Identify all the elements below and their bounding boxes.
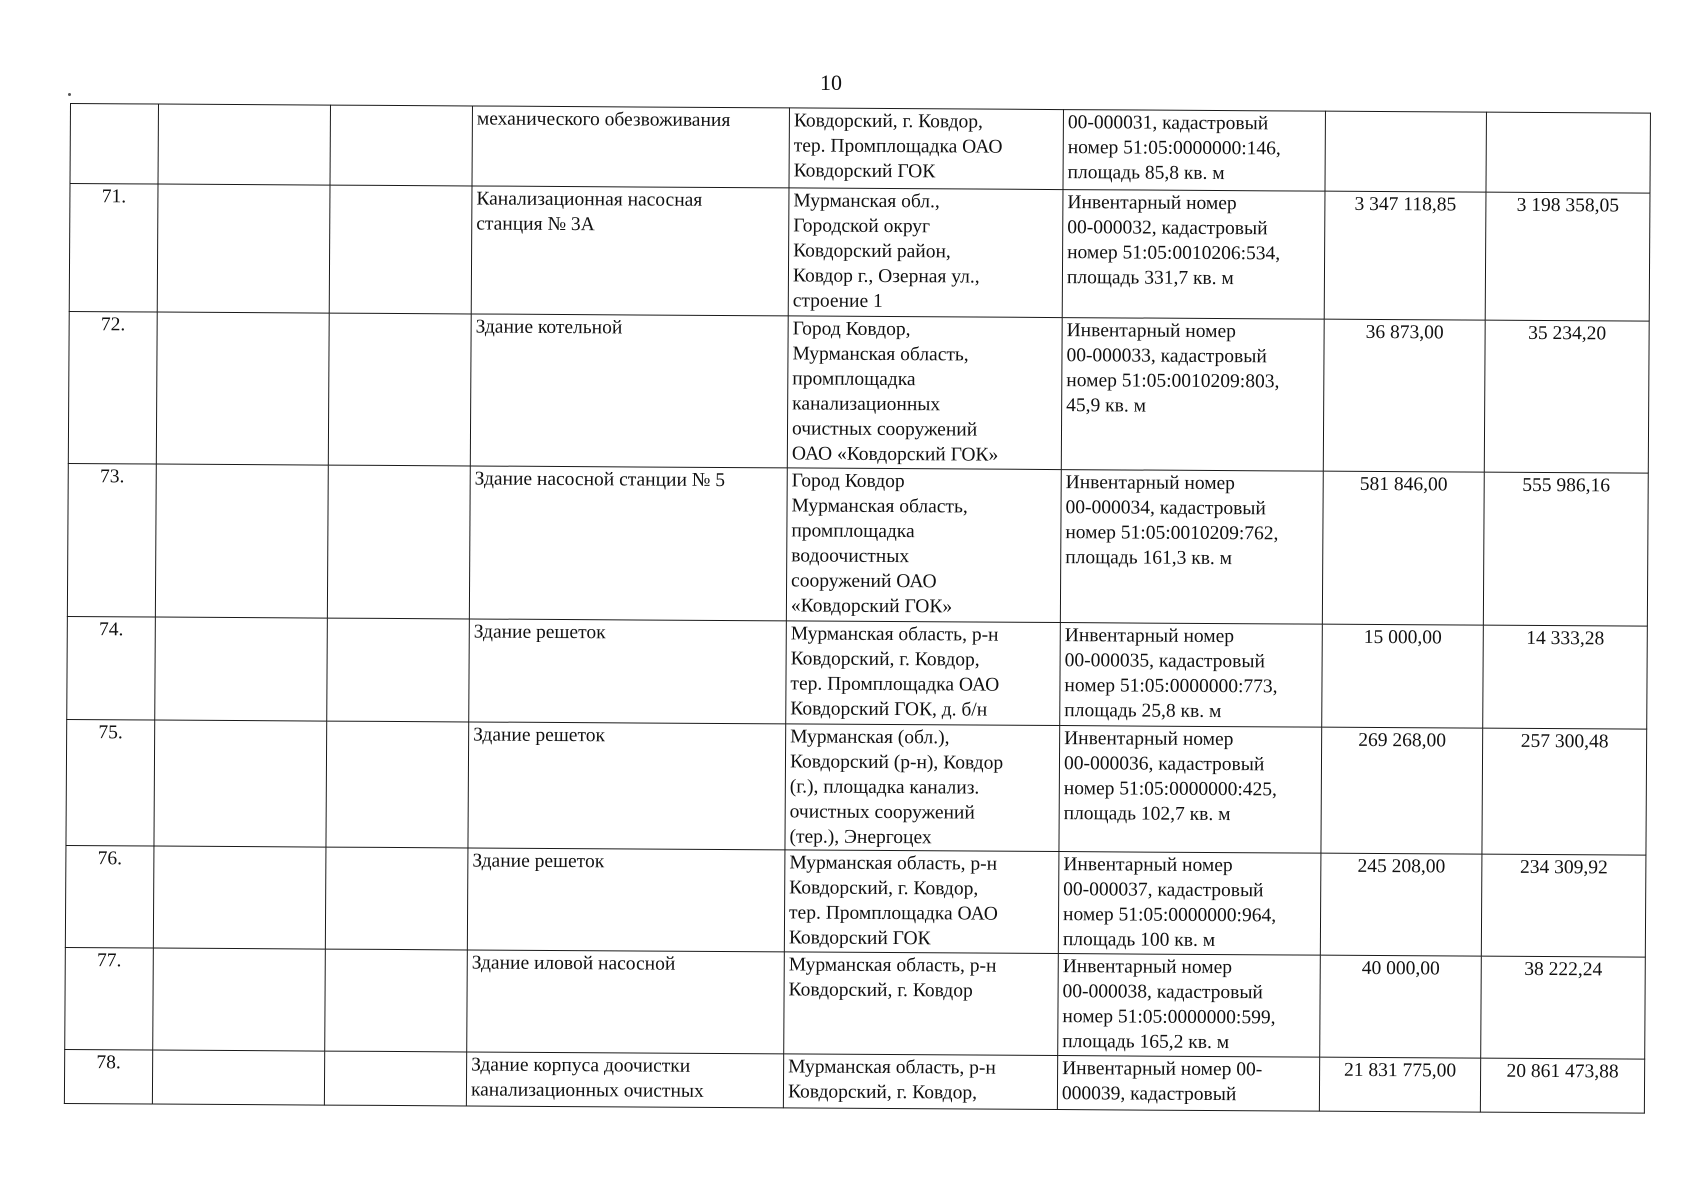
object-details (1057, 1056, 1319, 1112)
blank-cell (157, 184, 330, 313)
book-value-text: 269 268,00 (1358, 729, 1447, 752)
object-address (787, 316, 1062, 470)
residual-value (1481, 956, 1646, 1059)
blank-cell (325, 949, 468, 1052)
blank-cell (155, 617, 328, 721)
residual-value (1483, 625, 1648, 729)
object-name (471, 186, 789, 316)
book-value (1320, 955, 1482, 1058)
residual-value (1480, 1058, 1644, 1113)
object-address (786, 468, 1061, 623)
row-number-text: 71. (101, 186, 127, 208)
residual-value-text (1491, 113, 1646, 114)
object-address-text: Мурманская область, р-н Ковдорский, г. Ковдор, тер. Промплощадка ОАО Ковдорский ГОК (788, 852, 998, 950)
residual-value-text: 38 222,24 (1524, 958, 1603, 981)
object-details (1062, 190, 1325, 320)
row-number (64, 1049, 152, 1104)
residual-value (1482, 728, 1647, 855)
table-row (65, 947, 1646, 1059)
object-details (1058, 954, 1321, 1058)
object-address-text: Ковдорский, г. Ковдор, тер. Промплощадка ОАО Ковдорский ГОК (793, 110, 1003, 183)
object-details (1061, 318, 1324, 472)
row-number (65, 845, 154, 948)
object-name-text: Здание решеток (473, 724, 606, 747)
book-value (1321, 727, 1483, 854)
table-row (65, 845, 1646, 957)
book-value (1323, 319, 1485, 472)
object-name (472, 106, 789, 188)
scan-speck (68, 93, 71, 96)
row-number (69, 184, 158, 313)
object-address-text: Город Ковдор, Мурманская область, промплощадка канализационных очистных сооружений ОАО «Ковдорский ГОК» (791, 318, 999, 466)
object-address (786, 621, 1061, 726)
row-number-text: 76. (97, 848, 123, 870)
object-details (1060, 623, 1323, 728)
object-details-text: Инвентарный номер 00-000037, кадастровый номер 51:05:0000000:964, площадь 100 кв. м (1062, 854, 1277, 952)
blank-cell (330, 105, 472, 186)
row-number-text: 73. (99, 466, 125, 488)
residual-value-text: 20 861 473,88 (1506, 1060, 1619, 1083)
residual-value-text: 555 986,16 (1522, 474, 1611, 497)
row-number-text: 72. (100, 314, 126, 336)
object-details (1063, 110, 1325, 192)
object-address-text: Мурманская область, р-н Ковдорский, г. Ковдор, тер. Промплощадка ОАО Ковдорский ГОК, д. б/н (790, 623, 1000, 721)
residual-value-text: 257 300,48 (1520, 730, 1609, 753)
table-row (67, 616, 1648, 729)
object-details-text: Инвентарный номер 00-000032, кадастровый номер 51:05:0010206:534, площадь 331,7 кв. м (1066, 192, 1281, 290)
object-name (467, 950, 785, 1054)
object-details-text: Инвентарный номер 00-000035, кадастровый номер 51:05:0000000:773, площадь 25,8 кв. м (1064, 625, 1278, 723)
object-address (784, 850, 1059, 954)
blank-cell (327, 465, 470, 619)
object-name-text: Здание котельной (475, 316, 623, 339)
blank-cell (325, 847, 468, 950)
residual-value-text: 234 309,92 (1519, 856, 1608, 879)
book-value-text: 36 873,00 (1365, 321, 1444, 344)
object-name (468, 722, 786, 850)
object-name-text: Здание решеток (473, 621, 606, 644)
blank-cell (156, 312, 329, 465)
object-details-text: Инвентарный номер 00-000033, кадастровый номер 51:05:0010209:803, 45,9 кв. м (1066, 320, 1280, 417)
row-number (68, 311, 157, 464)
book-value (1324, 191, 1486, 320)
table-row (64, 1049, 1644, 1113)
object-details-text: 00-000031, кадастровый номер 51:05:0000000:146, площадь 85,8 кв. м (1067, 112, 1281, 185)
residual-value-text: 35 234,20 (1528, 322, 1607, 345)
object-address-text: Мурманская область, р-н Ковдорский, г. Ковдор (788, 954, 997, 1002)
object-details (1058, 852, 1321, 956)
object-details-text: Инвентарный номер 00-000036, кадастровый номер 51:05:0000000:425, площадь 102,7 кв. м (1063, 728, 1277, 826)
blank-cell (158, 104, 330, 185)
row-number (66, 719, 155, 846)
blank-cell (154, 720, 327, 847)
blank-cell (329, 185, 472, 314)
row-number-text: 78. (96, 1052, 121, 1074)
object-address (785, 724, 1060, 852)
row-number (67, 616, 156, 720)
residual-value (1486, 112, 1650, 193)
row-number-text: 74. (99, 619, 124, 641)
book-value-text (1330, 112, 1482, 113)
book-value (1322, 471, 1484, 625)
residual-value-text: 14 333,28 (1526, 627, 1605, 650)
object-name (469, 619, 787, 724)
book-value-text: 40 000,00 (1361, 957, 1440, 980)
table-row (66, 719, 1647, 855)
blank-cell (326, 721, 469, 848)
table-row (68, 311, 1649, 473)
object-details-text: Инвентарный номер 00-000038, кадастровый номер 51:05:0000000:599, площадь 165,2 кв. м (1062, 956, 1276, 1054)
object-name (466, 1052, 783, 1108)
book-value-text: 21 831 775,00 (1343, 1059, 1457, 1082)
object-address (788, 188, 1063, 318)
object-address (784, 952, 1059, 1056)
object-address-text: Мурманская (обл.), Ковдорский (р-н), Ковдор (г.), площадка канализ. очистных сооружений (тер.), Энергоцех (789, 726, 1004, 849)
book-value-text: 3 347 118,85 (1354, 193, 1457, 216)
object-details (1060, 470, 1323, 625)
object-name (470, 314, 788, 468)
residual-value-text: 3 198 358,05 (1516, 194, 1620, 217)
object-address (789, 108, 1063, 190)
object-name (467, 848, 785, 952)
property-registry-table (64, 103, 1651, 1114)
object-name-text: Здание корпуса доочистки канализационных очистных (470, 1054, 704, 1102)
book-value-text: 245 208,00 (1357, 855, 1446, 878)
row-number-text: 77. (97, 950, 122, 972)
book-value (1322, 624, 1484, 728)
table-row (70, 104, 1650, 194)
object-details-text: Инвентарный номер 00-000034, кадастровый номер 51:05:0010209:762, площадь 161,3 кв. м (1065, 472, 1279, 570)
row-number (70, 104, 158, 185)
book-value (1319, 1057, 1480, 1112)
object-address-text: Мурманская обл., Городской округ Ковдорский район, Ковдор г., Озерная ул., строение 1 (792, 190, 980, 312)
book-value (1325, 111, 1486, 192)
object-details (1059, 726, 1322, 854)
object-address-text: Мурманская область, р-н Ковдорский, г. Ковдор, (787, 1056, 996, 1104)
residual-value (1485, 192, 1650, 321)
row-number (65, 947, 154, 1050)
row-number-text: 75. (98, 722, 123, 744)
table-row (67, 463, 1648, 626)
blank-cell (327, 618, 470, 722)
object-address-text: Город Ковдор Мурманская область, промплощадка водоочистных сооружений ОАО «Ковдорский ГОК» (790, 470, 968, 618)
book-value (1320, 853, 1482, 956)
blank-cell (153, 948, 326, 1051)
blank-cell (155, 464, 328, 618)
residual-value (1484, 320, 1649, 473)
object-address (783, 1054, 1057, 1110)
object-name-text: механического обезвоживания (476, 108, 731, 132)
page-number: 10 (820, 70, 842, 95)
object-name-text: Канализационная насосная станция № 3А (476, 188, 703, 236)
blank-cell (328, 313, 471, 466)
object-details-text: Инвентарный номер 00- 000039, кадастровый (1061, 1058, 1263, 1106)
row-number (67, 463, 156, 617)
blank-cell (324, 1051, 466, 1106)
residual-value (1481, 854, 1646, 957)
book-value-text: 581 846,00 (1359, 473, 1448, 496)
object-name-text: Здание иловой насосной (471, 952, 676, 975)
registry-sheet (64, 103, 1651, 1114)
book-value-text: 15 000,00 (1363, 626, 1442, 649)
object-name-text: Здание насосной станции № 5 (474, 468, 726, 492)
object-name (469, 466, 787, 621)
blank-cell (153, 846, 326, 949)
table-row (69, 184, 1650, 322)
object-name-text: Здание решеток (472, 850, 605, 873)
residual-value (1483, 472, 1648, 626)
blank-cell (152, 1050, 324, 1105)
